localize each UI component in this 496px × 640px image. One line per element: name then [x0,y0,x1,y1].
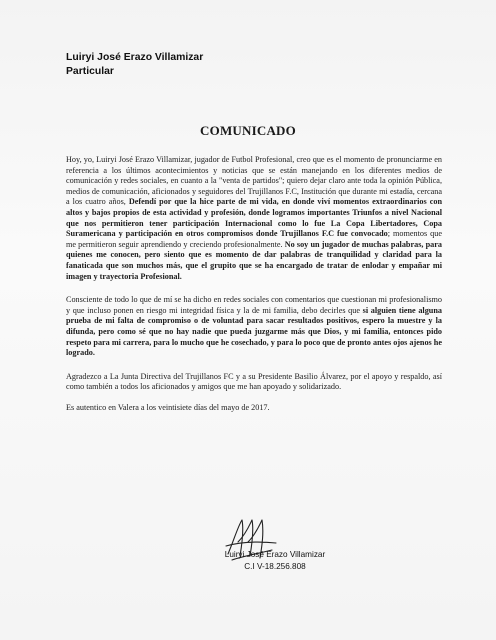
document-title: COMUNICADO [200,123,296,138]
paragraph-2-text-1: Consciente de todo lo que de mí se ha dicho en redes sociales con comentarios que cuestionan mi profesionalismo y que incluso ponen en riesgo mi integridad física y la de mi familia, debo decirles que [66,295,442,315]
paragraph-1-text-2: ; momentos que me permitieron seguir aprendiendo y creciendo profesionalmente. [66,229,442,249]
paragraph-1-text-1: Hoy, yo, Luiryi José Erazo Villamizar, jugador de Futbol Profesional, creo que es el momento de pronunciarme en referencia a los últimos acontecimientos y noticias que se están manejando en los diferentes medios de comunicación y redes sociales, en cuanto a la "venta de partidos"; quiero dejar claro ante toda la opinión Pública, medios de comunicación, aficionados y seguidores del Trujillanos F.C, Institución que durante mi estadía, cercana a los cuatro años, [66,155,442,207]
document-body [66,155,442,423]
paragraph-2-bold-1: si alguien tiene alguna prueba de mi falta de compromiso o de voluntad para sacar resultados positivos, espero la muestre y la difunda, pero como sé que no hay nadie que pueda juzgarme más que Dios, y mi familia, entonces pido respeto para mi carrera, para lo mucho que he cosechado, y para lo poco que de pronto antes ojos ajenos he logrado. [66,305,442,358]
sender-role: Particular [66,66,114,77]
paragraph-1-bold-1: Defendí por que la hice parte de mi vida, en donde viví momentos extraordinarios con altos y bajos propios de esta actividad y profesión, donde logramos importantes Triunfos a nivel Nacional que nos permitieron tener participación Internacional como lo fue La Copa Libertadores, Copa Suramericana y participación en otros compromisos donde Trujillanos F.C fue convocado [66,197,443,239]
paragraph-1 [66,155,442,282]
signature-id: C.I V-18.256.808 [244,562,306,571]
sender-block [66,51,203,79]
paragraph-1-bold-2: No soy un jugador de muchas palabras, para quienes me conocen, pero siento que es momento de dar palabras de tranquilidad y claridad para la fanaticada que son muchos más, que el grupito que se ha encargado de tratar de enlodar y empañar mi imagen y trayectoria Profesional. [66,239,442,281]
paragraph-4: Es autentico en Valera a los veintisiete días del mayo de 2017. [66,402,270,412]
sender-name: Luiryi José Erazo Villamizar [66,52,204,63]
signature-block [215,549,335,573]
signature-name: Luiryi José Erazo Villamizar [224,550,326,559]
paragraph-3: Agradezco a La Junta Directiva del Trujillanos FC y a su Presidente Basilio Álvarez, por el apoyo y respaldo, así como también a todos los aficionados y amigos que me han apoyado y solidarizado. [66,371,442,392]
paragraph-2 [66,295,442,359]
